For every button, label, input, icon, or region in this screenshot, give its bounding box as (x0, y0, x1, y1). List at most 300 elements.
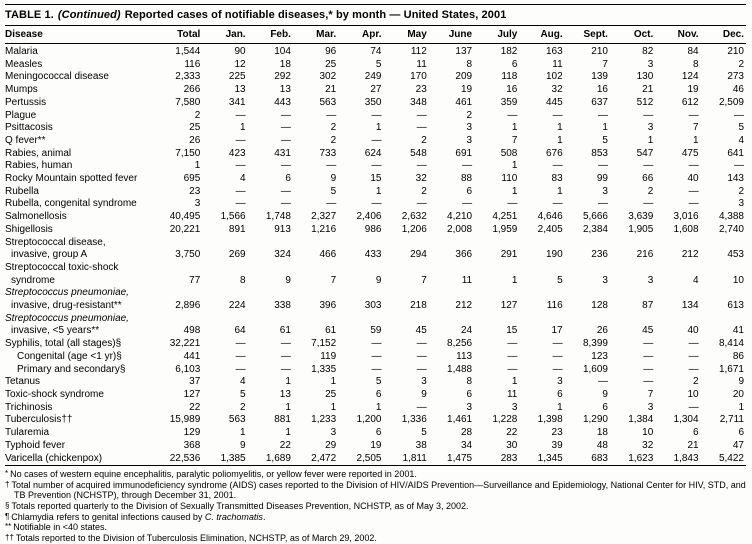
disease-label: Measles (5, 58, 43, 70)
disease-label: Varicella (chickenpox) (5, 452, 103, 464)
value-cell: 61 (279, 325, 291, 337)
value-cell: 1 (511, 160, 518, 172)
value-cell: 21 (642, 84, 654, 96)
value-cell: 441 (183, 350, 201, 362)
footnote-text: Totals reported to the Division of Tuberculosis Elimination, NCHSTP, as of March 29, 2002. (15, 532, 377, 543)
disease-label: invasive, drug-resistant** (11, 300, 122, 312)
value-cell: 127 (500, 300, 518, 312)
disease-label: Psittacosis (5, 122, 53, 134)
footnote-marker: ** (5, 522, 12, 532)
value-cell: 11 (552, 58, 563, 70)
value-cell: — (416, 338, 427, 350)
value-cell: — (280, 160, 291, 172)
value-cell: 61 (325, 325, 337, 337)
value-cell: 547 (636, 147, 654, 159)
value-cell: 139 (591, 71, 608, 83)
value-cell: 2 (421, 134, 427, 146)
footnote-text: No cases of western equine encephalitis, paralytic poliomyelitis, or yellow fever were reported in 2001. (10, 469, 417, 480)
value-cell: 1 (375, 401, 382, 413)
value-cell: 4,251 (492, 211, 518, 223)
value-cell: 11 (416, 58, 427, 70)
empty-cells (157, 287, 746, 300)
value-cell: 19 (687, 84, 699, 96)
value-cell: 8,256 (447, 338, 473, 350)
value-cell: 548 (410, 147, 427, 159)
value-cell: 9 (602, 388, 608, 400)
value-cell: 1 (375, 122, 382, 134)
value-cell: 5 (375, 58, 382, 70)
value-cell: 143 (727, 173, 744, 185)
table-row (5, 351, 746, 364)
value-cell: 15 (506, 325, 518, 337)
value-cell: 2,896 (175, 300, 201, 312)
value-cell: 9 (738, 376, 744, 388)
value-cell: 22 (189, 401, 201, 413)
value-cell: 123 (591, 350, 608, 362)
value-cell: 84 (687, 46, 699, 57)
value-cell: 210 (591, 46, 608, 57)
table-row (5, 135, 746, 148)
value-cell: 1 (693, 134, 699, 146)
value-cell: 9 (330, 173, 337, 185)
value-cell: 104 (274, 46, 291, 57)
value-cell: 2 (738, 58, 744, 70)
value-cell: 59 (370, 325, 382, 337)
value-cell: 113 (456, 350, 473, 362)
value-cell: — (371, 160, 382, 172)
value-cell: 182 (500, 46, 518, 57)
value-cell: 66 (642, 173, 654, 185)
value-cell: 99 (596, 173, 608, 185)
table-row (5, 71, 746, 84)
value-cell: 96 (325, 46, 337, 57)
value-cell: — (643, 350, 654, 362)
value-cell: 23 (551, 427, 563, 439)
disease-label: Congenital (age <1 yr)§ (17, 350, 122, 362)
value-cell: 1 (285, 401, 291, 413)
value-cell: 25 (325, 58, 337, 70)
value-cell: 2,008 (447, 223, 473, 235)
value-cell: 5 (330, 185, 337, 197)
footnote (5, 501, 746, 512)
value-cell: — (643, 160, 654, 172)
value-cell: 1,475 (447, 452, 473, 464)
value-cell: 431 (274, 147, 291, 159)
table-row (5, 148, 746, 161)
disease-label: Salmonellosis (5, 211, 67, 223)
value-cell: 7 (511, 134, 518, 146)
table-row (5, 275, 746, 288)
value-cell: — (416, 122, 427, 134)
value-cell: — (552, 109, 563, 121)
value-cell: 2,327 (311, 211, 337, 223)
value-cell: — (235, 134, 246, 146)
value-cell: 1,290 (582, 414, 608, 426)
value-cell: 3 (194, 198, 201, 210)
value-cell: 3 (738, 198, 744, 210)
value-cell: — (507, 109, 518, 121)
value-cell: 461 (455, 96, 473, 108)
footnote-text: Total number of acquired immunodeficiency syndrome (AIDS) cases reported to the Division of HIV/AIDS Prevention—Surveillance and Epidemiology, National Center for HIV, STD, and TB Prevention (NCHSTP), through December 31, 2001. (11, 479, 746, 501)
value-cell: 3 (602, 274, 608, 286)
value-cell: 1,206 (401, 223, 427, 235)
disease-label: Streptococcus pneumoniae, (5, 312, 129, 324)
value-cell: 1,748 (265, 211, 291, 223)
value-cell: 45 (642, 325, 654, 337)
value-cell: 624 (364, 147, 382, 159)
value-cell: 209 (455, 71, 473, 83)
col-header-oct: Oct. (610, 26, 655, 44)
col-header-july: July (474, 26, 519, 44)
value-cell: 913 (274, 223, 291, 235)
value-cell: — (235, 198, 246, 210)
value-cell: 676 (545, 147, 563, 159)
value-cell: 1 (557, 401, 563, 413)
value-cell: 2 (421, 185, 427, 197)
value-cell: 3 (466, 122, 473, 134)
value-cell: 2 (693, 376, 699, 388)
value-cell: 129 (183, 427, 201, 439)
value-cell: 34 (460, 439, 473, 451)
value-cell: 46 (732, 84, 744, 96)
value-cell: — (235, 338, 246, 350)
value-cell: — (416, 350, 427, 362)
value-cell: 4 (693, 274, 699, 286)
value-cell: 5 (557, 274, 563, 286)
page-title (5, 4, 746, 25)
table-row (5, 453, 746, 466)
value-cell: — (280, 363, 291, 375)
value-cell: — (235, 160, 246, 172)
value-cell: 4,646 (537, 211, 563, 223)
value-cell: 27 (370, 84, 382, 96)
value-cell: 1 (557, 134, 563, 146)
value-cell: 88 (460, 173, 473, 185)
value-cell: 74 (370, 46, 382, 57)
value-cell: — (643, 363, 654, 375)
value-cell: 6 (285, 173, 291, 185)
value-cell: 102 (545, 71, 563, 83)
value-cell: 1,623 (628, 452, 654, 464)
value-cell: 13 (279, 84, 291, 96)
value-cell: 512 (636, 96, 654, 108)
value-cell: 12 (234, 58, 246, 70)
value-cell: 28 (460, 427, 473, 439)
value-cell: 32 (415, 173, 427, 185)
value-cell: 7 (693, 122, 699, 134)
value-cell: 9 (421, 388, 427, 400)
value-cell: 2,632 (401, 211, 427, 223)
value-cell: — (734, 109, 744, 121)
value-cell: 218 (410, 300, 427, 312)
value-cell: 40,495 (169, 211, 201, 223)
value-cell: 5 (240, 388, 246, 400)
value-cell: 2 (330, 134, 337, 146)
value-cell: 1,216 (311, 223, 337, 235)
value-cell: 236 (591, 249, 608, 261)
value-cell: 1,461 (447, 414, 473, 426)
value-cell: 5 (375, 376, 382, 388)
value-cell: 1,811 (402, 452, 427, 464)
value-cell: — (235, 363, 246, 375)
value-cell: 3 (511, 401, 518, 413)
disease-label: Tuberculosis†† (5, 414, 73, 426)
value-cell: 1,959 (492, 223, 518, 235)
table-row (5, 59, 746, 72)
value-cell: 2 (240, 401, 246, 413)
value-cell: 20,221 (169, 223, 201, 235)
value-cell: 1,228 (492, 414, 518, 426)
footnote (5, 512, 746, 523)
disease-label: Shigellosis (5, 223, 53, 235)
value-cell: 1,488 (447, 363, 473, 375)
value-cell: 64 (234, 325, 246, 337)
disease-label: Rocky Mountain spotted fever (5, 173, 138, 185)
value-cell: 7,580 (175, 96, 201, 108)
value-cell: 216 (636, 249, 654, 261)
table-row (5, 84, 746, 97)
value-cell: 23 (189, 185, 201, 197)
value-cell: — (643, 376, 654, 388)
value-cell: 368 (183, 439, 201, 451)
value-cell: — (688, 338, 699, 350)
value-cell: — (326, 198, 337, 210)
value-cell: 18 (596, 427, 608, 439)
disease-label: Q fever** (5, 134, 46, 146)
disease-label: Rabies, human (5, 160, 73, 172)
value-cell: 4 (240, 376, 246, 388)
value-cell: 4 (240, 173, 246, 185)
value-cell: 25 (189, 122, 201, 134)
value-cell: 212 (455, 300, 473, 312)
value-cell: 475 (681, 147, 699, 159)
diseases-table (5, 25, 746, 466)
value-cell: — (416, 109, 427, 121)
table-row (5, 186, 746, 199)
value-cell: — (507, 363, 518, 375)
value-cell: 163 (545, 46, 563, 57)
value-cell: — (643, 338, 654, 350)
footnote-marker: * (5, 469, 9, 479)
value-cell: 1,689 (265, 452, 291, 464)
table-row (5, 427, 746, 440)
value-cell: — (280, 338, 291, 350)
value-cell: 1 (511, 185, 518, 197)
value-cell: — (597, 160, 608, 172)
value-cell: 10 (687, 388, 699, 400)
value-cell: 2,740 (718, 223, 744, 235)
table-number: TABLE 1. (5, 9, 54, 21)
value-cell: 338 (274, 300, 291, 312)
value-cell: 9 (375, 274, 382, 286)
value-cell: 302 (319, 71, 337, 83)
value-cell: 87 (642, 300, 654, 312)
col-header-dec: Dec. (701, 26, 746, 44)
disease-label: Rabies, animal (5, 147, 72, 159)
value-cell: 1,345 (537, 452, 563, 464)
value-cell: 1,566 (220, 211, 246, 223)
value-cell: 1 (738, 401, 744, 413)
value-cell: 1 (511, 376, 518, 388)
value-cell: — (688, 185, 699, 197)
footnote (5, 522, 746, 533)
disease-label: Rubella (5, 185, 39, 197)
value-cell: 6 (511, 58, 518, 70)
value-cell: — (597, 198, 608, 210)
value-cell: 19 (460, 84, 473, 96)
table-row (5, 364, 746, 377)
value-cell: 3,750 (175, 249, 201, 261)
empty-cells (157, 237, 746, 250)
value-cell: 986 (364, 223, 382, 235)
value-cell: 1,384 (628, 414, 654, 426)
value-cell: 445 (545, 96, 563, 108)
value-cell: — (507, 338, 518, 350)
value-cell: 5 (738, 122, 744, 134)
value-cell: 423 (228, 147, 246, 159)
value-cell: — (507, 350, 518, 362)
value-cell: — (371, 134, 382, 146)
value-cell: 2 (330, 122, 337, 134)
table-row (5, 300, 746, 313)
disease-label: Syphilis, total (all stages)§ (5, 338, 122, 350)
value-cell: 3 (647, 401, 654, 413)
value-cell: 881 (274, 414, 291, 426)
value-cell: 303 (364, 300, 382, 312)
value-cell: — (371, 350, 382, 362)
value-cell: 4 (738, 134, 744, 146)
empty-cells (157, 262, 746, 275)
value-cell: — (326, 109, 337, 121)
value-cell: 13 (234, 84, 246, 96)
value-cell: 443 (274, 96, 291, 108)
value-cell: 3 (647, 58, 654, 70)
value-cell: 11 (506, 388, 518, 400)
value-cell: — (416, 401, 427, 413)
value-cell: 190 (545, 249, 563, 261)
table-row (5, 122, 746, 135)
table-row (5, 338, 746, 351)
table-row (5, 440, 746, 453)
value-cell: 47 (732, 439, 744, 451)
value-cell: 15,989 (169, 414, 201, 426)
value-cell: 7 (330, 274, 337, 286)
disease-label: Malaria (5, 46, 38, 57)
value-cell: 6,103 (175, 363, 201, 375)
table-row (5, 237, 746, 250)
value-cell: — (643, 198, 654, 210)
value-cell: — (688, 401, 699, 413)
value-cell: 733 (319, 147, 337, 159)
table-row (5, 173, 746, 186)
value-cell: 41 (732, 325, 744, 337)
footnote-text: Totals reported quarterly to the Division of Sexually Transmitted Diseases Prevention, NCHSTP, as of May 3, 2002. (11, 500, 469, 511)
table-row (5, 402, 746, 415)
table-row (5, 160, 746, 173)
value-cell: 6 (738, 427, 744, 439)
disease-label: Pertussis (5, 96, 47, 108)
value-cell: 45 (415, 325, 427, 337)
value-cell: 224 (228, 300, 246, 312)
value-cell: 118 (501, 71, 518, 83)
value-cell: 137 (455, 46, 473, 57)
value-cell: 1 (557, 122, 563, 134)
value-cell: — (416, 363, 427, 375)
value-cell: 3 (466, 134, 473, 146)
value-cell: 2 (647, 185, 654, 197)
empty-cells (157, 313, 746, 326)
col-header-nov: Nov. (655, 26, 700, 44)
value-cell: 396 (319, 300, 337, 312)
value-cell: — (235, 350, 246, 362)
value-cell: 119 (320, 350, 337, 362)
table-row (5, 211, 746, 224)
value-cell: 1,671 (718, 363, 744, 375)
value-cell: — (371, 109, 382, 121)
value-cell: 116 (184, 58, 201, 70)
footnote (5, 480, 746, 501)
value-cell: 6 (375, 427, 382, 439)
footnote-text: Notifiable in <40 states. (13, 522, 108, 533)
disease-label: Meningococcal disease (5, 71, 109, 83)
value-cell: 563 (228, 414, 246, 426)
value-cell: — (688, 198, 699, 210)
value-cell: 7 (647, 388, 654, 400)
footnotes (5, 466, 746, 543)
table-row (5, 414, 746, 427)
value-cell: — (280, 198, 291, 210)
value-cell: 3 (421, 376, 427, 388)
value-cell: 90 (234, 46, 246, 57)
disease-label: invasive, group A (11, 249, 88, 261)
value-cell: 613 (727, 300, 744, 312)
value-cell: 3 (330, 427, 337, 439)
value-cell: 641 (727, 147, 744, 159)
value-cell: 2,711 (719, 414, 744, 426)
value-cell: 5 (421, 427, 427, 439)
value-cell: — (235, 185, 246, 197)
value-cell: 110 (501, 173, 518, 185)
value-cell: 891 (228, 223, 246, 235)
value-cell: 8 (240, 274, 246, 286)
disease-label: Plague (5, 109, 37, 121)
value-cell: 25 (325, 388, 337, 400)
value-cell: 7 (421, 274, 427, 286)
value-cell: — (280, 134, 291, 146)
value-cell: 7,150 (175, 147, 201, 159)
disease-label: Mumps (5, 84, 38, 96)
value-cell: 11 (461, 274, 473, 286)
col-header-may: May (383, 26, 428, 44)
value-cell: — (688, 363, 699, 375)
table-row (5, 376, 746, 389)
value-cell: — (371, 338, 382, 350)
value-cell: — (371, 198, 382, 210)
value-cell: 853 (591, 147, 608, 159)
value-cell: 19 (370, 439, 382, 451)
value-cell: 6 (466, 185, 473, 197)
value-cell: 3 (647, 122, 654, 134)
value-cell: 40 (687, 325, 699, 337)
value-cell: 691 (455, 147, 473, 159)
value-cell: 5 (602, 134, 608, 146)
value-cell: 23 (415, 84, 427, 96)
disease-label: Tularemia (5, 427, 50, 439)
value-cell: 508 (500, 147, 518, 159)
value-cell: 294 (410, 249, 427, 261)
value-cell: 1,608 (673, 223, 699, 235)
value-cell: 324 (274, 249, 291, 261)
